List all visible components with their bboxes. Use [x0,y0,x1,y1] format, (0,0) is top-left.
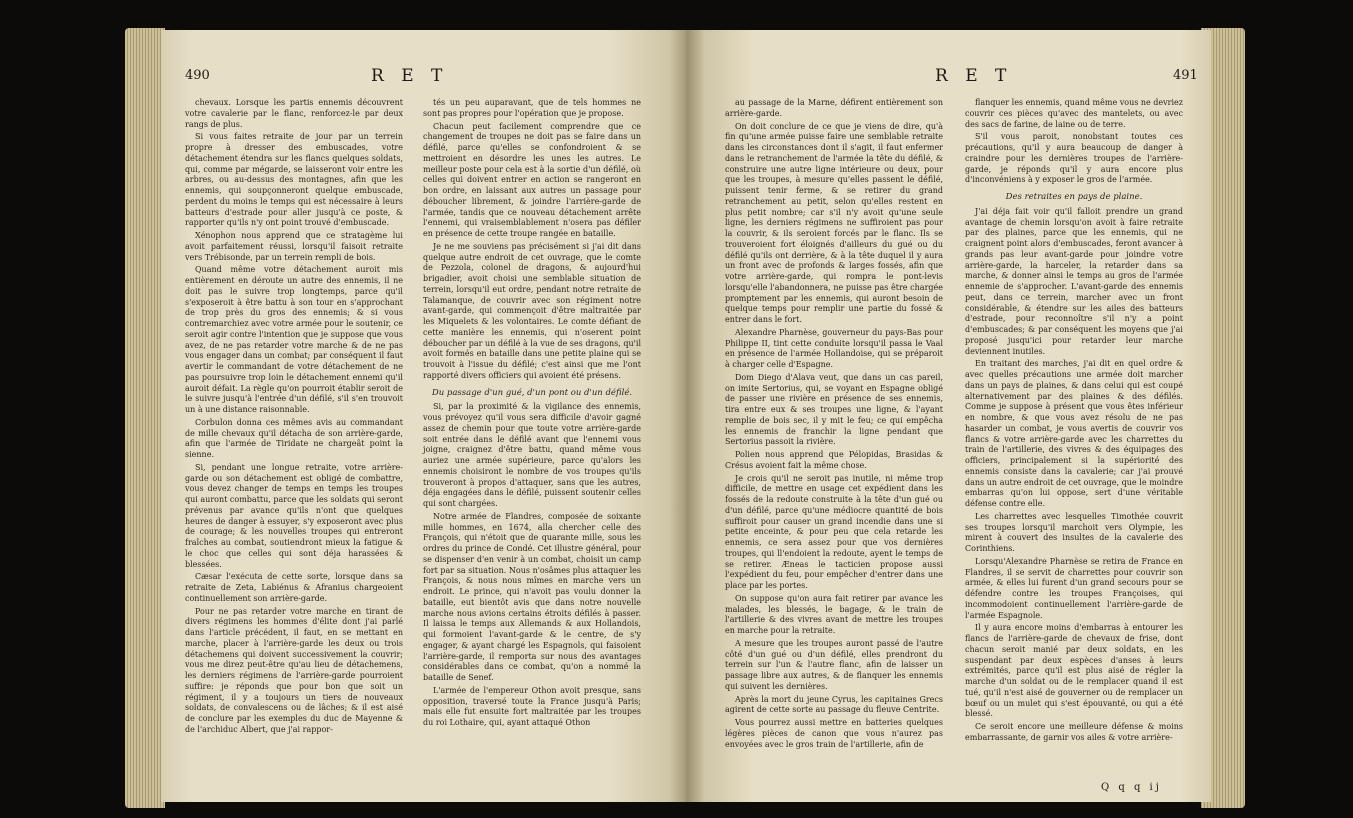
signature-mark: Q q q ij [1101,782,1162,793]
paragraph: flanquer les ennemis, quand même vous ne devriez couvrir ces pièces qu'avec des mantelets, ou avec des sacs de farine, de laine ou de terre. [965,98,1183,129]
paragraph: Cæsar l'exécuta de cette sorte, lorsque dans sa retraite de Zeta, Labiénus & Afranius chargeoient continuellement son arrière-garde. [185,572,403,603]
paragraph: Vous pourrez aussi mettre en batteries quelques légères pièces de canon que vous n'aurez pas envoyées avec le gros train de l'artillerie, afin de [725,718,943,749]
paragraph: On suppose qu'on aura fait retirer par avance les malades, les blessés, le bagage, & le train de l'artillerie & des vivres avant de mettre les troupes en marche pour la retraite. [725,593,943,635]
paragraph: En traitant des marches, j'ai dit en quel ordre & avec quelles précautions une armée doit marcher dans un pays de plaines, & dans celui qui est coupé alternativement par des plaines & des défilés. Comme je suppose à présent que vous êtes inférieur en nombre, & que vous avez résolu de ne pas hasarder un combat, je vous avertis de couvrir vos flancs & votre arrière-garde avec les charrettes du train de l'artillerie, des vivres & des équipages des officiers, principalement si la supériorité des ennemis consiste dans la cavalerie; car j'ai prouvé dans un autre endroit de cet ouvrage, que le moindre embarras qu'on lui oppose, sert d'une véritable défense contre elle. [965,359,1183,508]
paragraph: A mesure que les troupes auront passé de l'autre côté d'un gué ou d'un défilé, elles prendront du terrein sur l'un & l'autre flanc, afin de laisser un passage libre aux autres, & de flanquer les ennemis qui suivent les dernières. [725,638,943,691]
paragraph: Ce seroit encore une meilleure défense & moins embarrassante, de garnir vos ailes & votre arrière- [965,722,1183,742]
paragraph: Xénophon nous apprend que ce stratagème lui avoit parfaitement réussi, lorsqu'il faisoit retraite vers Trébisonde, par un terrein rempli de bois. [185,231,403,262]
page-number: 491 [1173,68,1198,83]
text-column-1 [725,98,943,752]
paragraph: L'armée de l'empereur Othon avoit presque, sans opposition, traversé toute la France jusqu'à Paris; mais elle fut ensuite fort maltraitée par les troupes du roi Lothaire, qui, ayant attaqué Othon [423,685,641,727]
left-page [161,30,669,802]
paragraph: Lorsqu'Alexandre Pharnèse se retira de France en Flandres, il se servit de charrettes pour couvrir son armée, & elles lui furent d'un grand secours pour se défendre contre les troupes Françoises, qui incommodoient continuellement l'arrière-garde de l'armée Espagnole. [965,556,1183,620]
paragraph: Je crois qu'il ne seroit pas inutile, ni même trop difficile, de mettre en usage cet expédient dans les fossés de la redoute construite à la tête d'un gué ou d'un défilé, parce qu'une médiocre quantité de bois suffiroit pour causer un grand incendie dans une si petite enceinte, & pour peu que cela retarde les ennemis, ce sera assez pour que vos dernières troupes, qui ll'endoient la redoute, ayent le temps de se retirer. Æneas le tacticien propose aussi l'expédient du feu, pour empêcher d'entrer dans une place par les portes. [725,473,943,590]
paragraph: Si vous faites retraite de jour par un terrein propre à dresser des embuscades, votre détachement étendra sur les flancs quelques soldats, qui, comme par mégarde, se laisseront voir entre les arbres, ou au-dessus des montagnes, afin que les ennemis, qui soupçonneront quelque embuscade, perdent du moins le temps qui est nécessaire à leurs batteurs d'estrade pour aller jusqu'à ce poste, & rapporter qu'ils n'y ont point trouvé d'embuscade. [185,132,403,228]
paragraph: tés un peu auparavant, que de tels hommes ne sont pas propres pour l'opération que je propose. [423,98,641,118]
paragraph: Alexandre Pharnèse, gouverneur du pays-Bas pour Philippe II, tint cette conduite lorsqu'il passa le Vaal en présence de l'armée Hollandoise, qui se préparoit à charger celle d'Espagne. [725,327,943,369]
paragraph: au passage de la Marne, défirent entièrement son arrière-garde. [725,98,943,118]
running-head: R E T [935,66,1013,86]
book-gutter [669,30,703,802]
right-page [703,30,1211,802]
paragraph: Pour ne pas retarder votre marche en tirant de divers régimens les hommes d'élite dont j'ai parlé dans l'article précédent, il faut, en se mettant en marche, placer à l'arrière-garde les deux ou trois détachemens qui doivent successivement la couvrir; vous me direz peut-être qu'au lieu de détachemens, les derniers régimens de l'arrière-garde pourroient suffire: je réponds que pour bon que soit un régiment, il y a toujours un tiers de nouveaux soldats, de convalescens ou de lâches; & il est aisé de conclure par les exemples du duc de Mayenne & de l'archiduc Albert, que j'ai rappor- [185,606,403,734]
paragraph: Si, pendant une longue retraite, votre arrière-garde ou son détachement est obligé de combattre, vous devez changer de temps en temps les troupes qui auront combattu, parce que les soldats qui seront prévenus par avance qu'ils n'ont que quelques heures de danger à essuyer, s'y exposeront avec plus de courage; & les nouvelles troupes qui entreront fraîches au combat, soutiendront mieux la fatigue & le choc que celles qui sont déja harassées & blessées. [185,462,403,569]
text-column-2 [965,98,1183,746]
paragraph: Si, par la proximité & la vigilance des ennemis, vous prévoyez qu'il vous sera difficile d'avoir gagné assez de chemin pour que toute votre arrière-garde soit entrée dans le défilé avant que l'ennemi vous joigne, craignez d'être battu, quand même vous auriez une armée supérieure, parce qu'alors les ennemis choisiront le nombre de vos troupes qu'ils trouveront à propos d'attaquer, sans que les autres, déja engagées dans le défilé, puissent soutenir celles qui sont chargées. [423,402,641,508]
text-column-1 [185,98,403,738]
paragraph: On doit conclure de ce que je viens de dire, qu'à fin qu'une armée puisse faire une semblable retraite dans les circonstances dont il s'agit, il faut enfermer dans le retranchement de l'armée la tête du défilé, & construire une autre ligne intérieure ou deux, pour que les troupes, à mesure qu'elles passent le défilé, puissent tenir ferme, & se retirer du grand retranchement au petit, selon qu'elles restent en plus petit nombre; car s'il n'y avoit qu'une seule ligne, les derniers régimens ne suffiroient pas pour la couvrir, & ils seroient forcés par le flanc. Ils se trouveroient fort éloignés d'ailleurs du gué ou du défilé qu'ils ont derrière, & à la tête duquel il y aura un front avec de profonds & larges fossés, afin que votre arrière-garde, qui rompra le pont-levis lorsqu'elle l'abandonnera, ne puisse pas être chargée promptement par les ennemis, qui auront besoin de quelque temps pour remplir une partie du fossé & entrer dans le fort. [725,121,943,324]
section-heading: Du passage d'un gué, d'un pont ou d'un défilé. [431,387,633,398]
page-edges-left [125,28,165,808]
paragraph: Il y aura encore moins d'embarras à entourer les flancs de l'arrière-garde de chevaux de frise, dont chacun seroit manié par deux soldats, en les suspendant par deux espèces d'anses à leurs extrémités, parce qu'il est plus aisé de régler la marche d'un soldat ou de le remplacer quand il est tué, qu'il n'est aisé de gouverner ou de remplacer un bœuf ou un mulet qui s'est épouvanté, ou qui a été blessé. [965,623,1183,719]
paragraph: Dom Diego d'Alava veut, que dans un cas pareil, on imite Sertorius, qui, se voyant en Espagne obligé de passer une rivière en présence de ses ennemis, tira entre eux & ses troupes une ligne, & l'ayant remplie de bois sec, il y mit le feu; ce qui empêcha les ennemis de franchir la ligne pendant que Sertorius passoit la rivière. [725,372,943,447]
paragraph: Chacun peut facilement comprendre que ce changement de troupes ne doit pas se faire dans un défilé, parce qu'elles se confondroient & se mettroient en désordre les unes les autres. Le meilleur poste pour cela est à la sortie d'un défilé, où celles qui doivent entrer en action se rangeront en bon ordre, en laissant aux autres un passage pour déboucher librement, & joindre l'arrière-garde de l'armée, tandis que ce nouveau détachement arrête l'ennemi, qui vraisemblablement n'osera pas défiler en présence de cette troupe rangée en bataille. [423,121,641,238]
paragraph: Corbulon donna ces mêmes avis au commandant de mille chevaux qu'il détacha de son arrière-garde, afin que l'armée de Tiridate ne chargeât point la sienne. [185,417,403,459]
paragraph: J'ai déja fait voir qu'il falloit prendre un grand avantage de chemin lorsqu'on avoit à faire retraite par des plaines, parce que les ennemis, qui ne craignent point alors d'embuscades, feront avancer à grands pas leur avant-garde pour joindre votre arrière-garde, la harceler, la retarder dans sa marche, & donner ainsi le temps au gros de l'armée ennemie de s'approcher. L'avant-garde des ennemis peut, dans ce terrein, marcher avec un front considérable, & étendre sur les ailes des batteurs d'estrade, pour reconnoître s'il n'y a point d'embuscades; & par conséquent les moyens que j'ai proposé jusqu'ici pour retarder leur marche deviennent inutiles. [965,206,1183,356]
paragraph: chevaux. Lorsque les partis ennemis découvrent votre cavalerie par le flanc, renforcez-le par deux rangs de plus. [185,98,403,129]
paragraph: Les charrettes avec lesquelles Timothée couvrit ses troupes lorsqu'il marchoit vers Olympie, les mirent à couvert des insultes de la cavalerie des Corinthiens. [965,511,1183,553]
paragraph: S'il vous paroit, nonobstant toutes ces précautions, qu'il y aura beaucoup de danger à craindre pour les dernières troupes de l'arrière-garde, je réponds qu'il y aura encore plus d'inconvéniens à y exposer le gros de l'armée. [965,132,1183,185]
paragraph: Quand même votre détachement auroit mis entièrement en déroute un autre des ennemis, il ne doit pas le suivre trop longtemps, parce qu'il s'exposeroit à être battu à son tour en s'approchant de trop près du gros des ennemis; & si vous contremarchiez avec votre armée pour le soutenir, ce seroit agir contre l'intention que je suppose que vous avez, de ne pas retarder votre marche & de ne pas vous engager dans un combat; par conséquent il faut avertir le commandant de votre détachement de ne pas poursuivre trop loin le détachement ennemi qu'il auroit défait. La règle qu'on pourroit établir seroit de le suivre jusqu'à l'entrée d'un défilé, s'il s'en trouvoit un à une distance raisonnable. [185,265,403,414]
page-number: 490 [185,68,210,83]
section-heading: Des retraites en pays de plaine. [1005,192,1143,202]
running-head: R E T [371,66,449,86]
paragraph: Polien nous apprend que Pélopidas, Brasidas & Crésus avoient fait la même chose. [725,450,943,470]
text-column-2 [423,98,641,731]
paragraph: Après la mort du jeune Cyrus, les capitaines Grecs agirent de cette sorte au passage du fleuve Centrite. [725,694,943,715]
paragraph: Je ne me souviens pas précisément si j'ai dit dans quelque autre endroit de cet ouvrage, que le comte de Pezzola, colonel de dragons, & aujourd'hui brigadier, avoit choisi une semblable situation de terrein, lorsqu'il eut ordre, pendant notre retraite de Talamanque, de couvrir avec son régiment notre avant-garde, qui commençoit d'être maltraitée par les Miquelets & les volontaires. Le comte défiant de cette manière les ennemis, qui n'oserent point déboucher par un défilé à la vue de ses dragons, qu'il avoit formés en bataille dans une petite plaine qui se trouvoit à l'issue du défilé; c'est ainsi que me l'ont rapporté divers officiers qui avoient été présens. [423,241,641,380]
open-book [125,20,1245,808]
paragraph: Notre armée de Flandres, composée de soixante mille hommes, en 1674, alla chercher celle des François, qui n'étoit que de quarante mille, sous les ordres du prince de Condé. Cet illustre général, pour se dispenser d'en venir à un combat, choisit un camp fort par sa situation. Nous n'osâmes plus attaquer les François, & nous nous mîmes en marche vers un endroit. Le prince, qui n'avoit pas voulu donner la bataille, eut bientôt avis que dans notre nouvelle marche nous avions certains étroits défilés à passer. Il laissa le temps aux Allemands & aux Hollandois, qui formoient l'avant-garde & le centre, de s'y engager, & ayant chargé les Espagnols, qui faisoient l'arrière-garde, il remporta sur nous des avantages considérables dans ce combat, qu'on a nommé la bataille de Senef. [423,511,641,682]
